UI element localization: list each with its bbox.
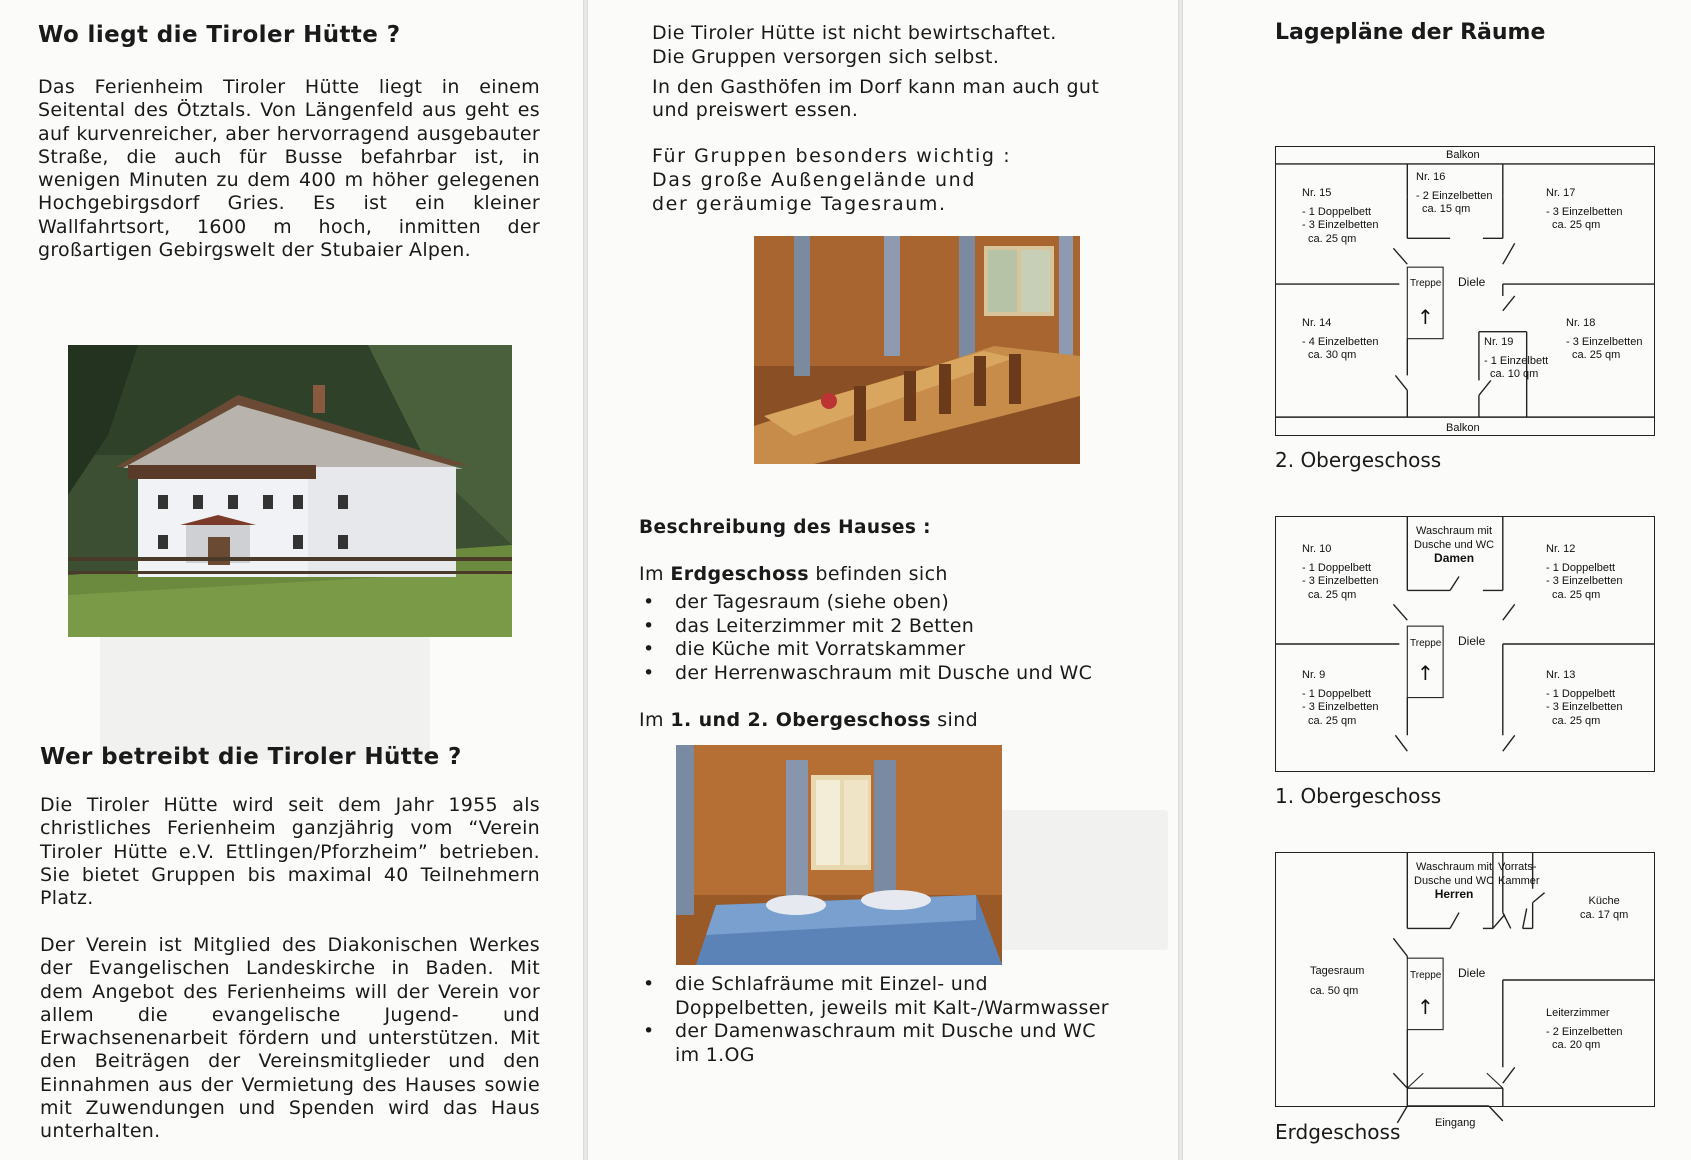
stairs-arrow-icon: ↑ [1417, 661, 1434, 685]
upper-floors-list [641, 973, 1109, 1067]
room-number: Nr. 13 [1546, 669, 1576, 681]
room-detail: ca. 20 qm [1552, 1039, 1601, 1051]
room-name: Damen [1434, 551, 1475, 565]
room-detail: ca. 25 qm [1572, 349, 1621, 361]
stairs-arrow-icon: ↑ [1417, 305, 1434, 329]
paragraph-location: Das Ferienheim Tiroler Hütte liegt in einem Seitental des Ötztals. Von Längenfeld aus geht es auf kurvenreicher, aber hervorragend ausgebauter Straße, die auch für Busse befahrbar ist, in wenigen Minuten zu dem 400 m höher gelegenen Hochgebirgsdorf Gries. Es ist ein kleiner Wallfahrtsort, 1600 m hoch, inmitten der großartigen Gebirgswelt der Stubaier Alpen. [38, 76, 540, 262]
label-balcony-bottom: Balkon [1446, 422, 1480, 434]
room-detail: ca. 15 qm [1422, 203, 1471, 215]
room-detail: - 2 Einzelbetten [1546, 1025, 1623, 1038]
floor-plan-first-floor [1275, 516, 1655, 772]
room-leader [1546, 1007, 1622, 1053]
intro-suffix: sind [930, 709, 979, 731]
room-detail: - 1 Doppelbett [1302, 561, 1372, 574]
intro-line-4: und preiswert essen. [652, 99, 859, 121]
room-15 [1302, 187, 1378, 246]
label-stairs: Treppe [1410, 638, 1442, 649]
house-exterior-photo [68, 345, 512, 637]
label-hall: Diele [1458, 275, 1486, 289]
intro-line-3: In den Gasthöfen im Dorf kann man auch gut [652, 76, 1100, 98]
intro-line-2: Die Gruppen versorgen sich selbst. [652, 46, 1000, 68]
intro-suffix: befinden sich [808, 563, 948, 585]
intro-bold-upper-floors: 1. und 2. Obergeschoss [670, 709, 931, 731]
left-panel [0, 0, 583, 1160]
room-14 [1302, 317, 1378, 363]
label-entrance: Eingang [1435, 1117, 1476, 1129]
room-16 [1416, 171, 1492, 217]
room-detail: ca. 25 qm [1308, 232, 1357, 245]
room-13 [1546, 669, 1622, 728]
room-17 [1546, 187, 1622, 233]
label-hall: Diele [1458, 966, 1486, 980]
room-number: Nr. 17 [1546, 187, 1576, 199]
day-room-photo [754, 236, 1080, 464]
bedroom-photo [676, 745, 1002, 965]
room-washroom-women [1414, 525, 1494, 566]
room-detail: ca. 25 qm [1552, 219, 1601, 231]
caption-second-floor: 2. Obergeschoss [1275, 448, 1442, 472]
room-detail: - 1 Doppelbett [1302, 687, 1372, 700]
caption-first-floor: 1. Obergeschoss [1275, 784, 1442, 808]
room-detail: - 1 Doppelbett [1546, 687, 1616, 700]
list-item: • das Leiterzimmer mit 2 Betten [641, 615, 1092, 639]
list-item: • die Küche mit Vorratskammer [641, 638, 1092, 662]
heading-floor-plans: Lagepläne der Räume [1275, 20, 1546, 45]
room-detail: ca. 10 qm [1490, 368, 1539, 380]
paragraph-association: Der Verein ist Mitglied des Diakonischen Werkes der Evangelischen Landeskirche in Baden. Mit dem Angebot des Ferienheims will der Verein vor allem die evangelische Jugend- und Erwachsenenarbeit fördern und unterstützen. Mit den Beiträgen der Vereinsmitglieder und den Einnahmen aus der Vermietung des Hauses sowie mit Zuwendungen und Spenden wird das Haus unterhalten. [40, 934, 540, 1143]
room-detail: - 3 Einzelbetten [1302, 575, 1379, 587]
room-name: Herren [1434, 887, 1474, 901]
room-detail: - 1 Doppelbett [1302, 205, 1372, 218]
room-detail: Dusche und WC [1414, 538, 1495, 551]
room-detail: Tagesraum [1310, 965, 1365, 977]
ground-floor-intro [639, 563, 948, 587]
room-12 [1546, 543, 1622, 602]
room-detail: Vorrats- [1498, 861, 1537, 873]
intro-prefix: Im [639, 709, 671, 731]
label-hall: Diele [1458, 634, 1486, 648]
label-stairs: Treppe [1410, 278, 1442, 289]
room-detail: - 3 Einzelbetten [1302, 219, 1379, 231]
groups-line-1: Für Gruppen besonders wichtig : [652, 145, 1012, 167]
room-number: Nr. 10 [1302, 543, 1332, 555]
list-item: • der Tagesraum (siehe oben) [641, 591, 1092, 615]
ground-floor-list [641, 591, 1092, 685]
groups-line-2: Das große Außengelände und [652, 169, 976, 191]
groups-line-3: der geräumige Tagesraum. [652, 193, 947, 215]
heading-who: Wer betreibt die Tiroler Hütte ? [40, 744, 462, 770]
room-detail: - 3 Einzelbetten [1566, 335, 1643, 348]
room-detail: Küche [1588, 895, 1620, 907]
room-detail: - 3 Einzelbetten [1302, 701, 1379, 713]
intro-bold-ground-floor: Erdgeschoss [670, 563, 809, 585]
room-detail: ca. 25 qm [1308, 588, 1357, 601]
label-balcony-top: Balkon [1446, 149, 1480, 161]
room-detail: Waschraum mit [1416, 525, 1493, 537]
room-pantry [1498, 861, 1540, 888]
room-detail: Leiterzimmer [1546, 1007, 1610, 1019]
room-number: Nr. 12 [1546, 543, 1576, 555]
room-18 [1566, 317, 1642, 363]
room-number: Nr. 19 [1484, 336, 1514, 348]
room-number: Nr. 16 [1416, 171, 1446, 183]
description-heading: Beschreibung des Hauses : [639, 517, 931, 538]
room-detail: - 3 Einzelbetten [1546, 701, 1623, 713]
room-detail: ca. 25 qm [1552, 714, 1601, 727]
paragraph-operator: Die Tiroler Hütte wird seit dem Jahr 1955 als christliches Ferienheim ganzjährig vom “Verein Tiroler Hütte e.V. Ettlingen/Pforzheim” betrieben. Sie bietet Gruppen bis maximal 40 Teilnehmern Platz. [40, 794, 540, 910]
room-detail: ca. 17 qm [1580, 908, 1629, 921]
caption-ground-floor: Erdgeschoss [1275, 1120, 1401, 1144]
room-detail: ca. 50 qm [1310, 984, 1359, 997]
middle-panel [588, 0, 1178, 1160]
room-number: Nr. 18 [1566, 317, 1596, 329]
room-19 [1484, 336, 1548, 382]
room-10 [1302, 543, 1378, 602]
label-stairs: Treppe [1410, 970, 1442, 981]
list-item: • der Damenwaschraum mit Dusche und WC [641, 1020, 1109, 1044]
room-detail: ca. 25 qm [1308, 714, 1357, 727]
room-detail: Waschraum mit [1416, 861, 1493, 873]
room-kitchen [1580, 895, 1628, 922]
room-detail: Dusche und WC [1414, 874, 1495, 887]
right-panel [1183, 0, 1691, 1160]
room-detail: - 3 Einzelbetten [1546, 575, 1623, 587]
heading-where: Wo liegt die Tiroler Hütte ? [38, 22, 401, 48]
stairs-arrow-icon: ↑ [1417, 995, 1434, 1019]
room-detail: - 1 Doppelbett [1546, 561, 1616, 574]
room-detail: - 3 Einzelbetten [1546, 205, 1623, 218]
room-detail: - 1 Einzelbett [1484, 354, 1549, 367]
list-item: • der Herrenwaschraum mit Dusche und WC [641, 662, 1092, 686]
room-number: Nr. 9 [1302, 669, 1326, 681]
room-number: Nr. 15 [1302, 187, 1332, 199]
room-detail: - 2 Einzelbetten [1416, 189, 1493, 202]
upper-floors-intro [639, 709, 978, 733]
room-number: Nr. 14 [1302, 317, 1332, 329]
floor-plan-second-floor [1275, 146, 1655, 436]
list-item: • die Schlafräume mit Einzel- und [641, 973, 1109, 997]
intro-prefix: Im [639, 563, 671, 585]
room-detail: Kammer [1498, 874, 1540, 887]
list-item: im 1.OG [675, 1043, 755, 1066]
intro-line-1: Die Tiroler Hütte ist nicht bewirtschaftet. [652, 22, 1057, 44]
floor-plan-ground-floor [1275, 852, 1655, 1107]
room-detail: - 4 Einzelbetten [1302, 335, 1379, 348]
room-washroom-men [1414, 861, 1494, 902]
room-detail: ca. 25 qm [1552, 588, 1601, 601]
list-item: Doppelbetten, jeweils mit Kalt-/Warmwasser [675, 996, 1109, 1019]
room-day-room [1310, 965, 1364, 998]
room-9 [1302, 669, 1378, 728]
room-detail: ca. 30 qm [1308, 349, 1357, 361]
